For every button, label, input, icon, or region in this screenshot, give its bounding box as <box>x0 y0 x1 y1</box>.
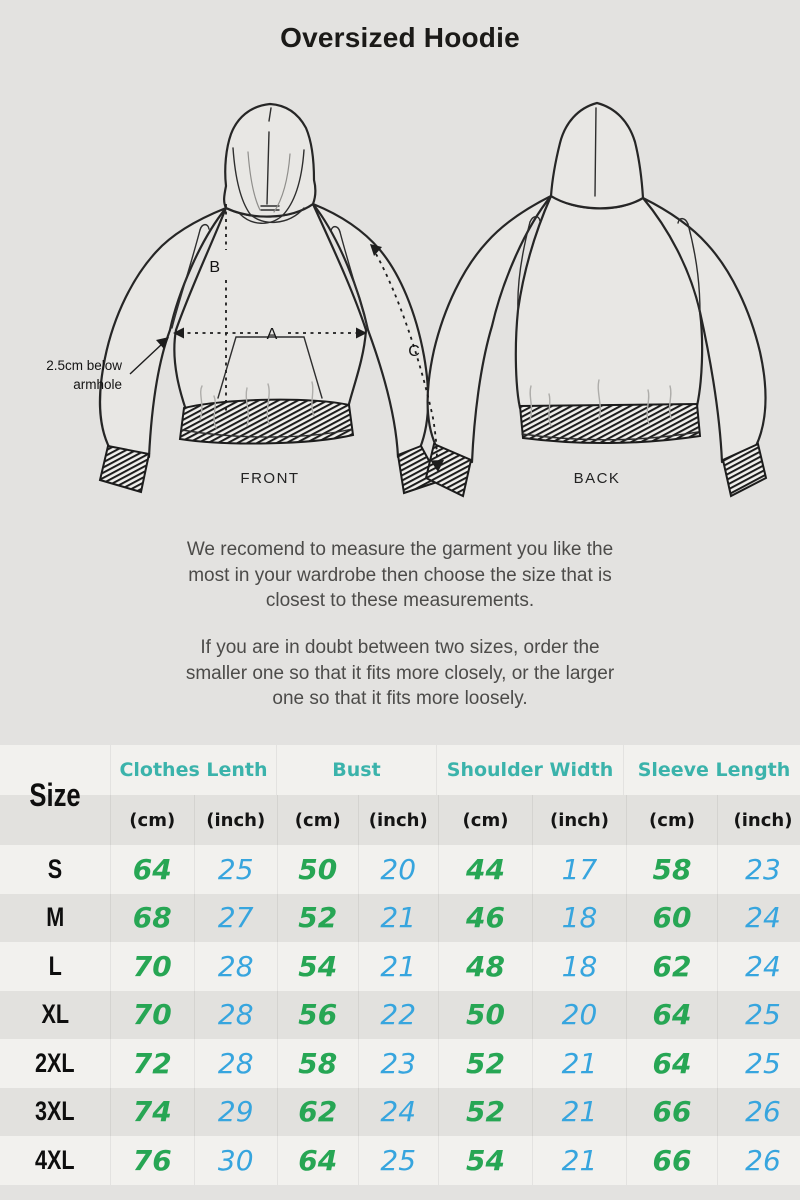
table-row-l <box>0 942 800 991</box>
value-cell: 21 <box>532 1088 626 1137</box>
size-label: M <box>46 902 64 933</box>
value-cell: 66 <box>626 1088 717 1137</box>
table-row-2xl <box>0 1039 800 1088</box>
value-cell: 21 <box>532 1136 626 1185</box>
header-shoulder-width: Shoulder Width <box>436 745 623 795</box>
value-cell: 74 <box>110 1088 194 1137</box>
size-label: L <box>48 950 62 981</box>
value-cell: 28 <box>194 942 278 991</box>
page-title: Oversized Hoodie <box>280 22 520 53</box>
value-cell: 26 <box>717 1088 800 1137</box>
value-cell: 62 <box>277 1088 358 1137</box>
value-cell: 26 <box>717 1136 800 1185</box>
unit-inch: (inch) <box>717 795 800 845</box>
value-cell: 72 <box>110 1039 194 1088</box>
header-bust: Bust <box>276 745 436 795</box>
size-column-header: Size <box>29 776 81 813</box>
size-label: XL <box>41 999 69 1030</box>
value-cell: 54 <box>277 942 358 991</box>
value-cell: 28 <box>194 991 278 1040</box>
value-cell: 25 <box>717 991 800 1040</box>
table-row-3xl <box>0 1088 800 1137</box>
value-cell: 25 <box>194 845 278 894</box>
size-label: 3XL <box>35 1096 75 1127</box>
value-cell: 70 <box>110 942 194 991</box>
value-cell: 22 <box>358 991 439 1040</box>
value-cell: 44 <box>438 845 532 894</box>
size-chart-table <box>0 745 800 1185</box>
value-cell: 64 <box>110 845 194 894</box>
unit-cm: (cm) <box>626 795 717 845</box>
value-cell: 20 <box>358 845 439 894</box>
value-cell: 21 <box>358 942 439 991</box>
measure-b-label: B <box>209 259 220 276</box>
value-cell: 70 <box>110 991 194 1040</box>
unit-inch: (inch) <box>358 795 439 845</box>
value-cell: 54 <box>438 1136 532 1185</box>
value-cell: 28 <box>194 1039 278 1088</box>
value-cell: 56 <box>277 991 358 1040</box>
table-row-s <box>0 845 800 894</box>
value-cell: 24 <box>717 894 800 943</box>
value-cell: 48 <box>438 942 532 991</box>
value-cell: 29 <box>194 1088 278 1137</box>
value-cell: 52 <box>438 1039 532 1088</box>
value-cell: 52 <box>438 1088 532 1137</box>
value-cell: 20 <box>532 991 626 1040</box>
back-view-label: BACK <box>573 470 621 487</box>
back-hoodie-drawing <box>426 103 766 496</box>
value-cell: 58 <box>626 845 717 894</box>
value-cell: 24 <box>358 1088 439 1137</box>
header-clothes-length: Clothes Lenth <box>110 745 276 795</box>
measure-a-label: A <box>266 326 278 343</box>
unit-header-row <box>0 795 800 845</box>
armhole-note-line1: 2.5cm below <box>46 358 122 373</box>
table-row-4xl <box>0 1136 800 1185</box>
value-cell: 23 <box>358 1039 439 1088</box>
size-label: S <box>47 853 63 884</box>
value-cell: 52 <box>277 894 358 943</box>
unit-inch: (inch) <box>194 795 278 845</box>
unit-inch: (inch) <box>532 795 626 845</box>
value-cell: 30 <box>194 1136 278 1185</box>
header-sleeve-length: Sleeve Length <box>623 745 800 795</box>
value-cell: 27 <box>194 894 278 943</box>
measure-c-label: C <box>408 343 420 360</box>
size-label: 4XL <box>35 1144 75 1175</box>
value-cell: 60 <box>626 894 717 943</box>
value-cell: 18 <box>532 894 626 943</box>
value-cell: 46 <box>438 894 532 943</box>
value-cell: 25 <box>717 1039 800 1088</box>
group-header-row <box>0 745 800 795</box>
front-hoodie-drawing <box>100 104 440 493</box>
value-cell: 76 <box>110 1136 194 1185</box>
value-cell: 64 <box>626 991 717 1040</box>
hoodie-measurement-diagram <box>0 68 800 513</box>
table-row-xl <box>0 991 800 1040</box>
size-label: 2XL <box>35 1047 75 1078</box>
unit-cm: (cm) <box>110 795 194 845</box>
value-cell: 62 <box>626 942 717 991</box>
unit-cm: (cm) <box>277 795 358 845</box>
unit-cm: (cm) <box>438 795 532 845</box>
value-cell: 25 <box>358 1136 439 1185</box>
value-cell: 24 <box>717 942 800 991</box>
value-cell: 18 <box>532 942 626 991</box>
value-cell: 64 <box>626 1039 717 1088</box>
value-cell: 64 <box>277 1136 358 1185</box>
value-cell: 50 <box>438 991 532 1040</box>
value-cell: 50 <box>277 845 358 894</box>
value-cell: 23 <box>717 845 800 894</box>
armhole-note-line2: armhole <box>73 377 122 392</box>
value-cell: 58 <box>277 1039 358 1088</box>
value-cell: 68 <box>110 894 194 943</box>
measuring-recommendation-text: We recomend to measure the garment you like the most in your wardrobe then choose the size that is closest to these measurements. <box>186 539 614 611</box>
value-cell: 17 <box>532 845 626 894</box>
table-row-m <box>0 894 800 943</box>
value-cell: 21 <box>532 1039 626 1088</box>
size-doubt-advice-text: If you are in doubt between two sizes, order the smaller one so that it fits more closely, or the larger one so that it fits more loosely. <box>185 637 615 709</box>
front-view-label: FRONT <box>240 470 300 487</box>
value-cell: 66 <box>626 1136 717 1185</box>
value-cell: 21 <box>358 894 439 943</box>
